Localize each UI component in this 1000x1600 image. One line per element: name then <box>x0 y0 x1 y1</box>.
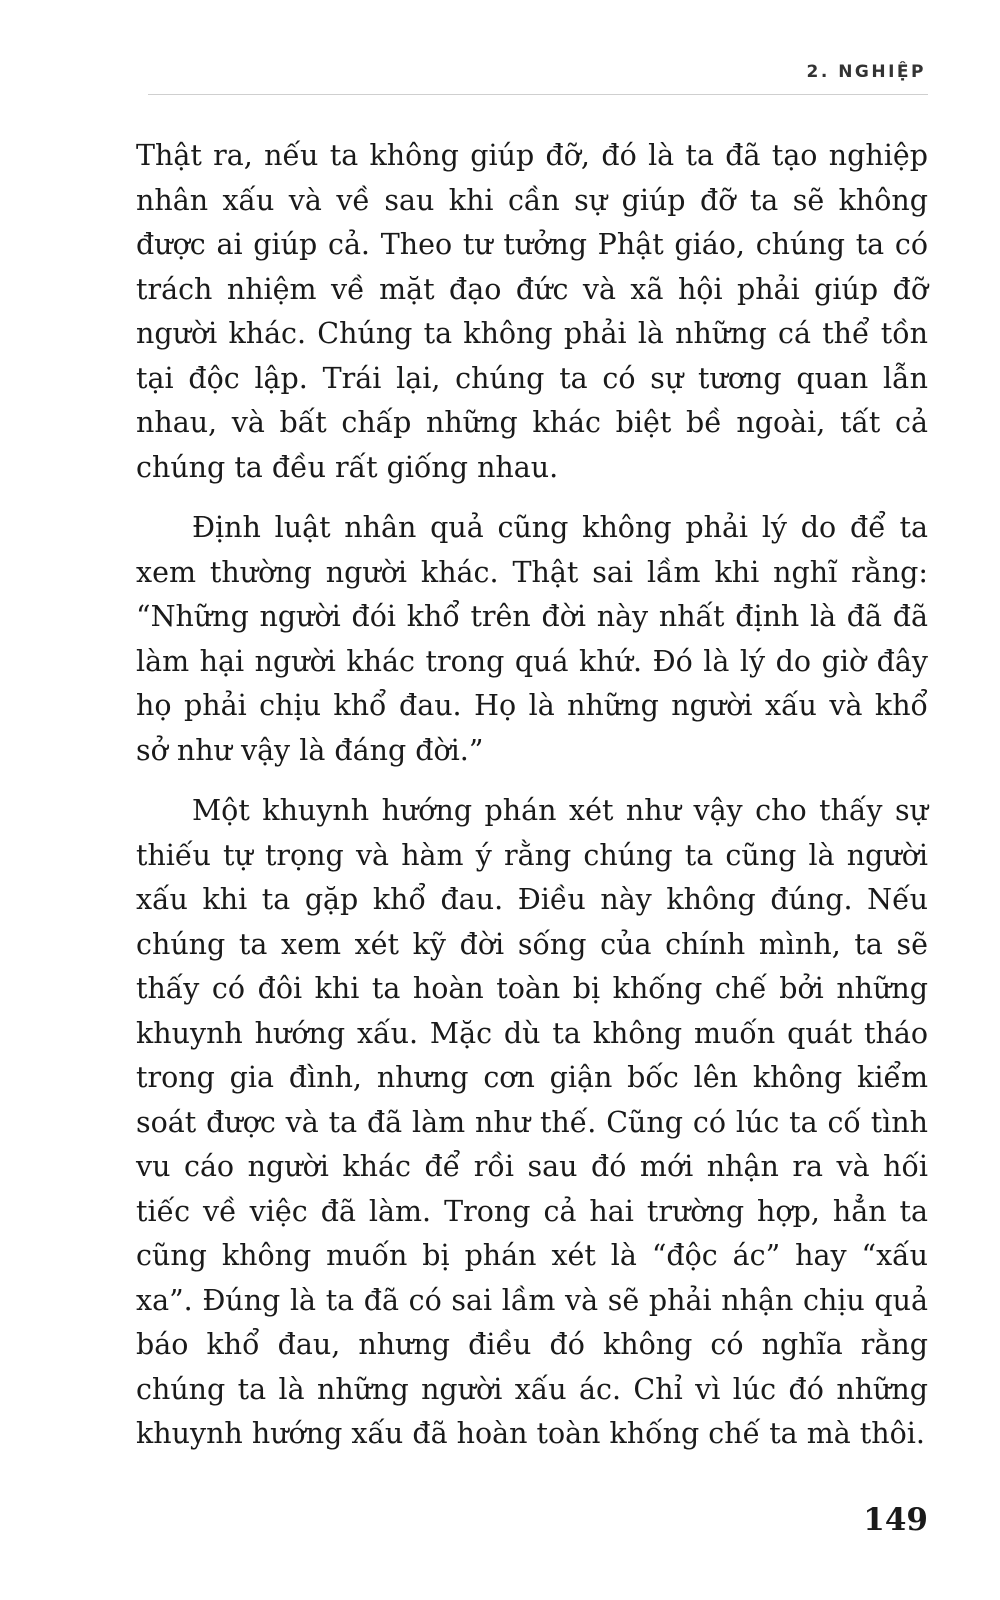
paragraph-1: Thật ra, nếu ta không giúp đỡ, đó là ta đã tạo nghiệp nhân xấu và về sau khi cần sự giúp đỡ ta sẽ không được ai giúp cả. Theo tư tưởng Phật giáo, chúng ta có trách nhiệm về mặt đạo đức và xã hội phải giúp đỡ người khác. Chúng ta không phải là những cá thể tồn tại độc lập. Trái lại, chúng ta có sự tương quan lẫn nhau, và bất chấp những khác biệt bề ngoài, tất cả chúng ta đều rất giống nhau. <box>136 139 928 484</box>
chapter-running-header: 2. NGHIỆP <box>806 62 926 82</box>
paragraph-2: Định luật nhân quả cũng không phải lý do để ta xem thường người khác. Thật sai lầm khi nghĩ rằng: “Những người đói khổ trên đời này nhất định là đã đã làm hại người khác trong quá khứ. Đó là lý do giờ đây họ phải chịu khổ đau. Họ là những người xấu và khổ sở như vậy là đáng đời.” <box>136 511 928 767</box>
page-number: 149 <box>863 1502 928 1538</box>
header-divider <box>148 94 928 95</box>
paragraph-3: Một khuynh hướng phán xét như vậy cho thấy sự thiếu tự trọng và hàm ý rằng chúng ta cũng là người xấu khi ta gặp khổ đau. Điều này không đúng. Nếu chúng ta xem xét kỹ đời sống của chính mình, ta sẽ thấy có đôi khi ta hoàn toàn bị khống chế bởi những khuynh hướng xấu. Mặc dù ta không muốn quát tháo trong gia đình, nhưng cơn giận bốc lên không kiểm soát được và ta đã làm như thế. Cũng có lúc ta cố tình vu cáo người khác để rồi sau đó mới nhận ra và hối tiếc về việc đã làm. Trong cả hai trường hợp, hẳn ta cũng không muốn bị phán xét là “độc ác” hay “xấu xa”. Đúng là ta đã có sai lầm và sẽ phải nhận chịu quả báo khổ đau, nhưng điều đó không có nghĩa rằng chúng ta là những người xấu ác. Chỉ vì lúc đó những khuynh hướng xấu đã hoàn toàn khống chế ta mà thôi. <box>136 794 928 1450</box>
body-text <box>136 134 928 1473</box>
